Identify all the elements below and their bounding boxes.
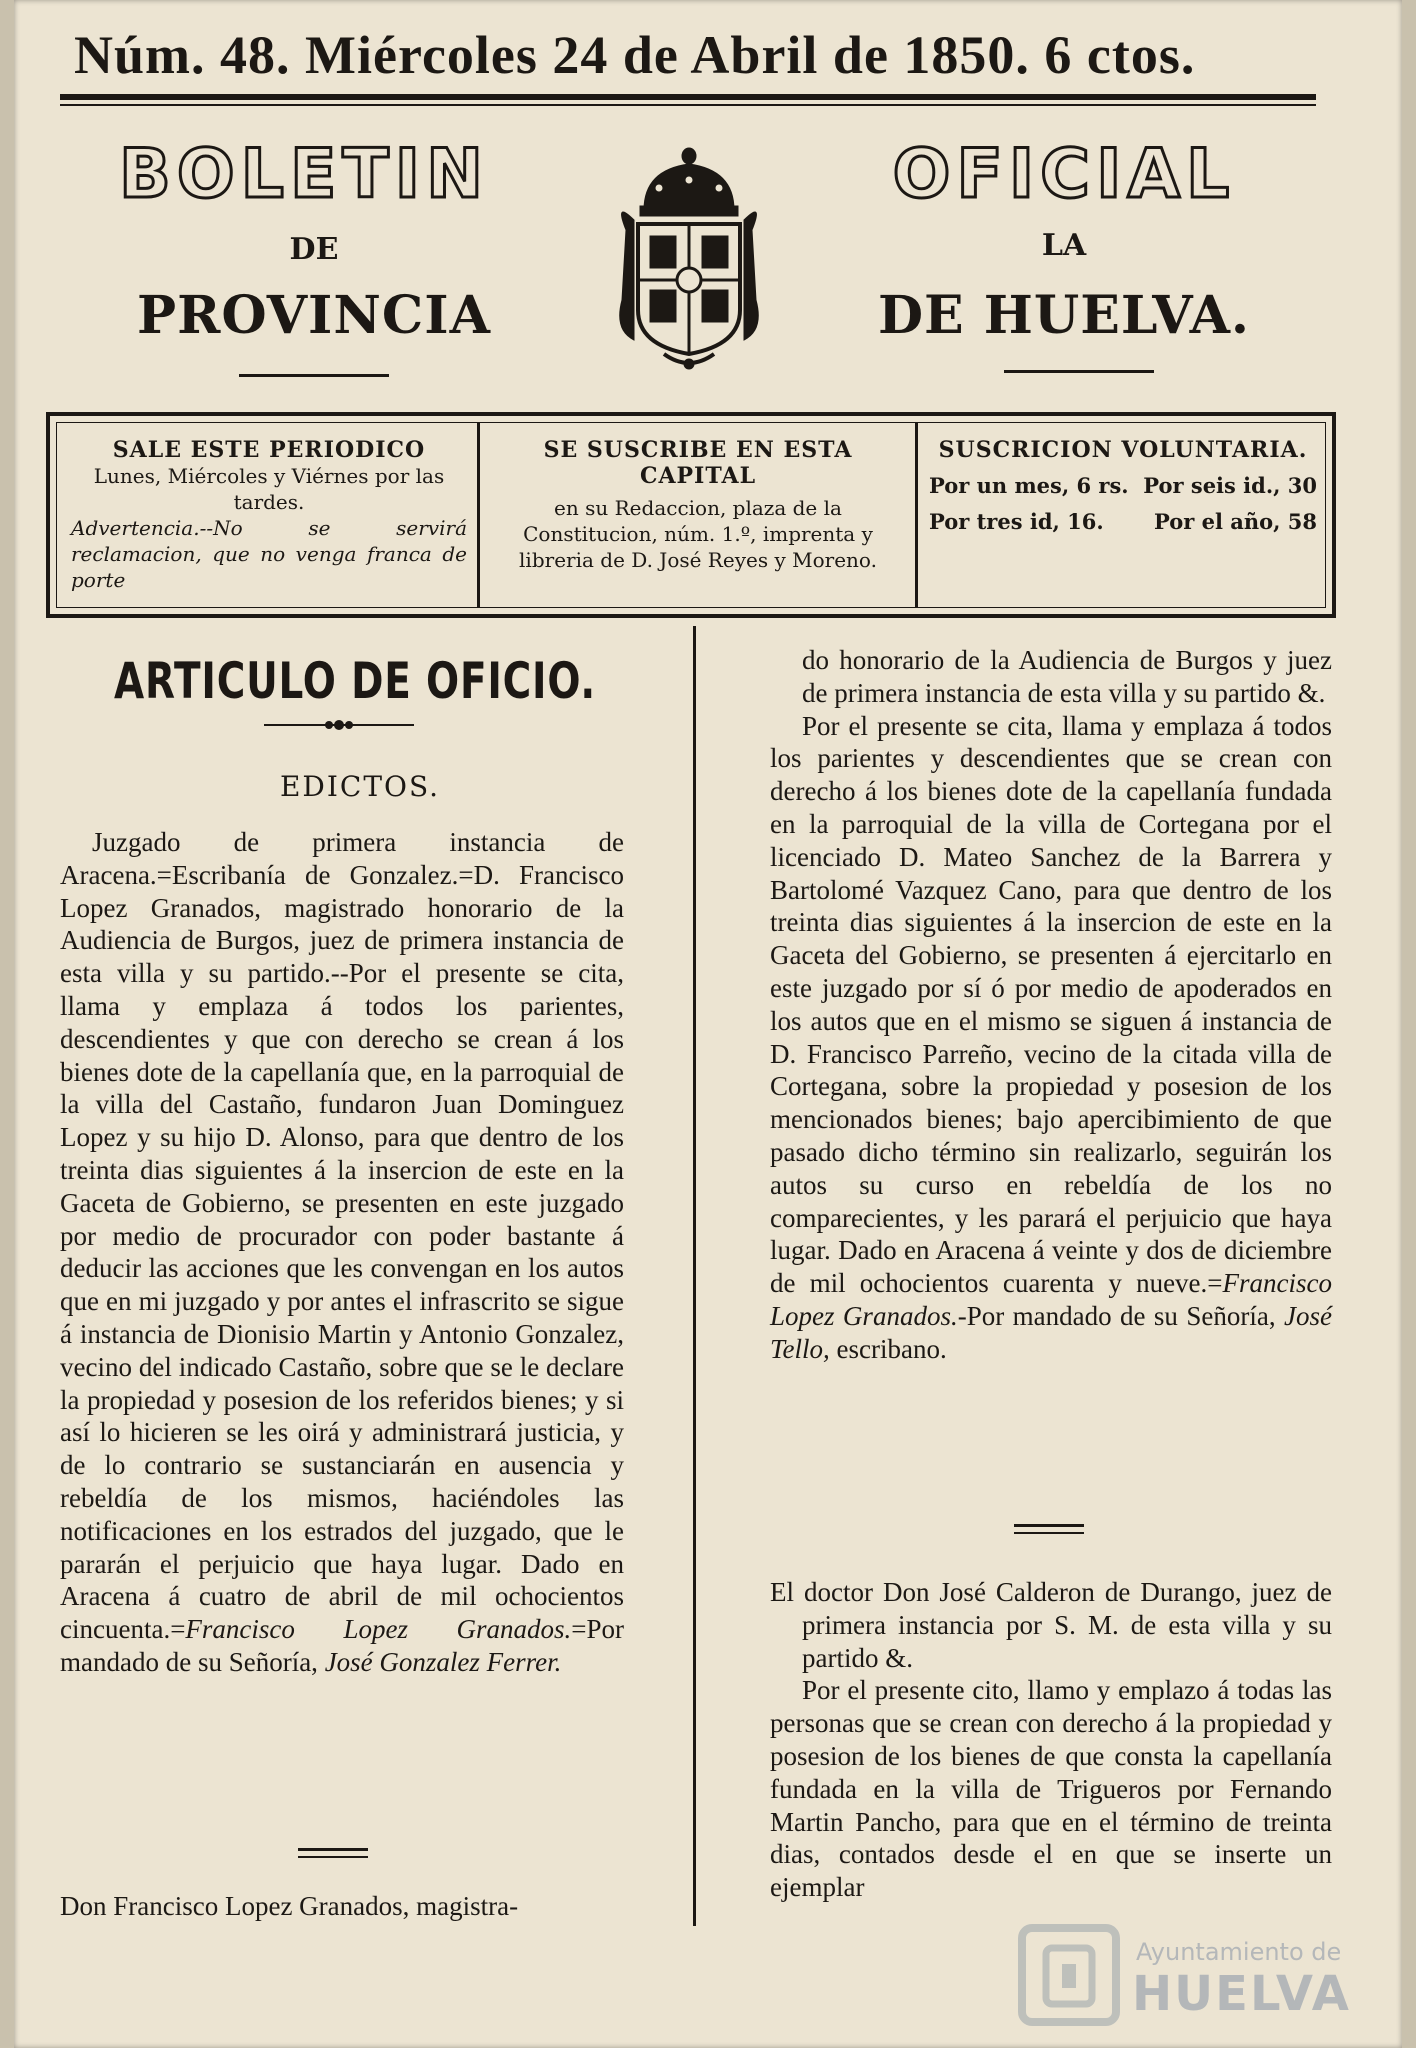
price-row-2 bbox=[929, 509, 1317, 535]
info-col1-head: SALE ESTE PERIODICO bbox=[112, 437, 426, 463]
masthead-la: LA bbox=[1041, 228, 1087, 263]
article-title: ARTICULO DE OFICIO. bbox=[114, 652, 597, 710]
separator-left-2 bbox=[298, 1856, 368, 1858]
info-col1-note: Advertencia.--No se servirá reclamacion, que no venga franca de porte bbox=[71, 516, 467, 592]
edict-2-signer: Francisco Lopez Granados. bbox=[770, 1268, 1332, 1331]
info-divider-1 bbox=[477, 423, 480, 607]
info-col2-text: en su Redaccion, plaza de la Constitucion, núm. 1.º, imprenta y libreria de D. José Reyes y Moreno. bbox=[519, 496, 877, 572]
edict-aracena-castano bbox=[60, 826, 624, 1679]
coat-of-arms-icon bbox=[604, 140, 774, 372]
edict-3-heading: El doctor Don José Calderon de Durango, juez de primera instancia por S. M. de esta villa y su partido &. bbox=[770, 1577, 1332, 1673]
edict-trigueros bbox=[770, 1576, 1332, 1904]
masthead-underline-right bbox=[1004, 370, 1154, 373]
masthead-title-right: OFICIAL bbox=[892, 135, 1236, 214]
price-three-months: Por tres id, 16. bbox=[929, 509, 1104, 534]
edict-2-heading-continued: do honorario de la Audiencia de Burgos y juez de primera instancia de esta villa y su partido &. bbox=[802, 645, 1332, 708]
masthead-de: DE bbox=[289, 232, 339, 267]
edict-2-heading-start: Don Francisco Lopez Granados, magistra- bbox=[60, 1891, 519, 1921]
edict-1-signer: Francisco Lopez Granados. bbox=[185, 1614, 572, 1645]
edict-2-sign-end: escribano. bbox=[829, 1333, 947, 1364]
separator-right-1 bbox=[1014, 1524, 1084, 1527]
price-year: Por el año, 58 bbox=[1154, 509, 1317, 534]
info-col1-text: Lunes, Miércoles y Viérnes por las tardes. bbox=[93, 464, 445, 514]
column-divider bbox=[693, 626, 696, 1926]
section-subtitle-edictos: EDICTOS. bbox=[279, 770, 441, 803]
edict-3-body: Por el presente cito, llamo y emplazo á todas las personas que se crean con derecho á la propiedad y posesion de los bienes de que consta la capellanía fundada en la villa de Trigueros por Fernando Martin Pancho, para que en el término de treinta dias, contados desde el en que se inserte un ejemplar bbox=[770, 1675, 1332, 1903]
info-divider-2 bbox=[915, 423, 918, 607]
masthead-underline-left bbox=[239, 374, 389, 377]
info-col2-head: SE SUSCRIBE EN ESTA CAPITAL bbox=[543, 437, 853, 489]
price-row-1 bbox=[929, 473, 1317, 499]
edict-1-text: Juzgado de primera instancia de Aracena.=Escribanía de Gonzalez.=D. Francisco Lopez Granados, magistrado honorario de la Audiencia de Burgos, juez de primera instancia de esta villa y su partido.--Por el presente se cita, llama y emplaza á todos los parientes, descendientes y que con derecho se crean á los bienes dote de la capellanía que, en la parroquial de la villa del Castaño, fundaron Juan Dominguez Lopez y su hijo D. Alonso, para que dentro de los treinta dias siguientes á la insercion de este en la Gaceta de Gobierno, se presenten en este juzgado por medio de procurador con poder bastante á deducir las acciones que les convengan en los autos que en mi juzgado y por antes el infrascrito se sigue á instancia de Dionisio Martin y Antonio Gonzalez, vecino del indicado Castaño, sobre que se le declare la propiedad y posesion de los referidos bienes; y si así lo hicieren se les oirá y administrará justicia, y de lo contrario se sustanciarán en ausencia y rebeldía de los mismos, haciéndoles las notificaciones en los estrados del juzgado, que le pararán el perjuicio que haya lugar. Dado en Aracena á cuatro de abril de mil ochocientos cincuenta.= bbox=[60, 827, 624, 1645]
masthead-title-left: BOLETIN bbox=[118, 135, 489, 214]
edict-2-text: Por el presente se cita, llama y emplaza á todos los parientes y descendientes que se crean con derecho á los bienes dote de la capellanía fundada en la parroquial de la villa de Cortegana por el licenciado D. Mateo Sanchez de la Barrera y Bartolomé Vazquez Cano, para que dentro de los treinta dias siguientes á la insercion de este en la Gaceta del Gobierno, se presenten á ejercitarlo en este juzgado por sí ó por medio de apoderados en los autos que en el mismo se siguen á instancia de D. Francisco Parreño, vecino de la citada villa de Cortegana, sobre la propiedad y posesion de los mencionados bienes; bajo apercibimiento de que pasado dicho término sin realizarlo, seguirán los autos su curso en rebeldía de los no comparecientes, y les parará el perjuicio que haya lugar. Dado en Aracena á veinte y dos de diciembre de mil ochocientos cuarenta y nueve.= bbox=[770, 710, 1332, 1299]
info-col3-head: SUSCRICION VOLUNTARIA. bbox=[938, 437, 1308, 463]
edict-1-clerk: José Gonzalez Ferrer. bbox=[324, 1646, 562, 1677]
watermark-line2: HUELVA bbox=[1132, 1966, 1351, 2022]
edict-2-body bbox=[770, 710, 1332, 1366]
header-rule-top bbox=[60, 94, 1316, 100]
header-rule-thin bbox=[60, 104, 1316, 106]
dateline: Núm. 48. Miércoles 24 de Abril de 1850. 6 ctos. bbox=[74, 25, 1196, 85]
price-six-months: Por seis id., 30 bbox=[1143, 473, 1317, 498]
separator-right-2 bbox=[1014, 1532, 1084, 1534]
subscription-info-box bbox=[46, 412, 1336, 618]
ayuntamiento-logo-icon bbox=[1014, 1920, 1124, 2030]
masthead-huelva: DE HUELVA. bbox=[877, 285, 1251, 346]
edict-1-body bbox=[60, 826, 624, 1679]
watermark-line1: Ayuntamiento de bbox=[1136, 1938, 1342, 1966]
separator-left-1 bbox=[298, 1848, 368, 1851]
newspaper-page bbox=[14, 0, 1402, 2048]
info-col-suscribe bbox=[489, 437, 907, 573]
edict-2-sign-mid: -Por mandado de su Señoría, bbox=[957, 1300, 1285, 1331]
edict-cortegana bbox=[770, 644, 1332, 1366]
edict-1-sign-mid: =Por mandado de su Señoría, bbox=[60, 1614, 624, 1677]
info-col-periodico bbox=[71, 437, 467, 593]
price-month: Por un mes, 6 rs. bbox=[929, 473, 1129, 498]
info-col-precios bbox=[929, 437, 1317, 535]
ornament-divider-icon bbox=[264, 718, 414, 732]
masthead-provincia: PROVINCIA bbox=[137, 285, 491, 346]
edict-2-clerk: José Tello, bbox=[770, 1300, 1332, 1364]
